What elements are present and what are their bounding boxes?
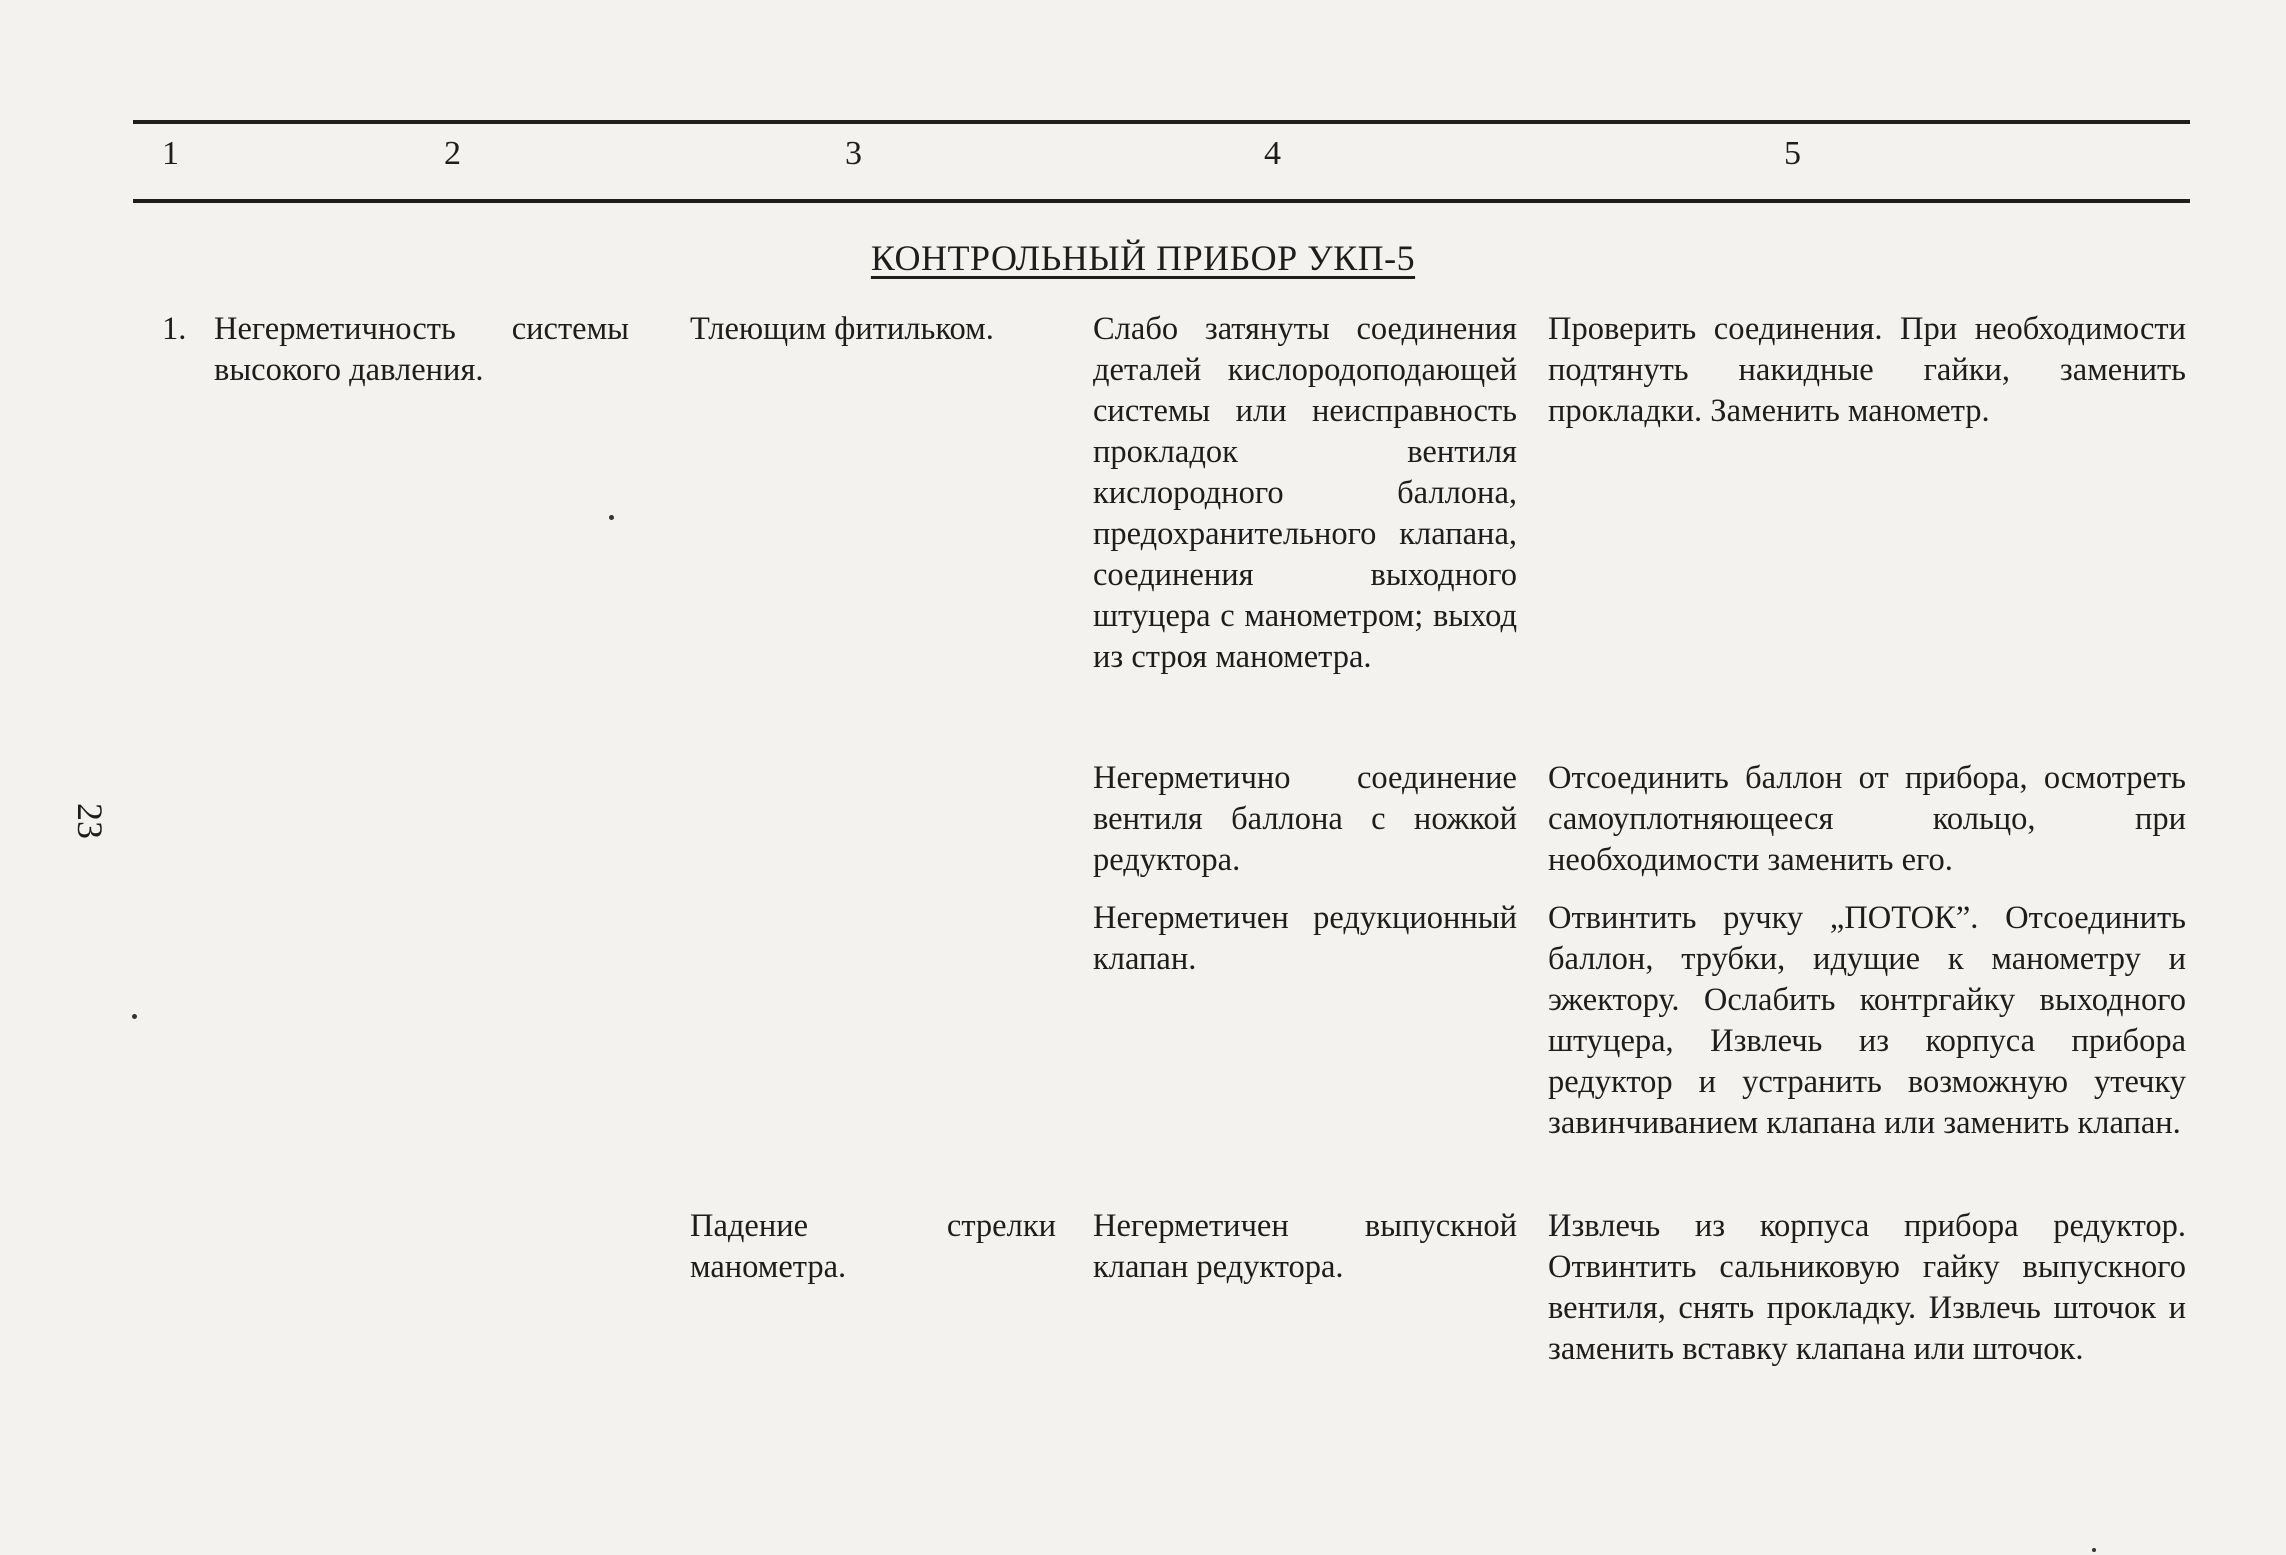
column-number-1: 1	[162, 135, 179, 172]
column-number-3: 3	[845, 135, 862, 172]
detection-cell: Падение стрелки манометра.	[690, 1208, 1056, 1285]
row-number: 1.	[162, 311, 187, 347]
scan-speck	[2092, 1548, 2096, 1552]
column-number-4: 4	[1264, 135, 1281, 172]
remedy-cell: Проверить соединения. При необходимости подтянуть накидные гайки, заменить прокладки. Заменить манометр.	[1548, 311, 2186, 429]
scan-speck	[132, 1014, 137, 1019]
cause-cell: Негерметичен редукционный клапан.	[1093, 900, 1517, 977]
remedy-cell: Отсоединить баллон от прибора, осмотреть самоуплотняющееся кольцо, при необходимости заменить его.	[1548, 760, 2186, 878]
column-number-2: 2	[444, 135, 461, 172]
remedy-cell: Извлечь из корпуса прибора редуктор. Отвинтить сальниковую гайку выпускного вентиля, снять прокладку. Извлечь шточок и заменить вставку клапана или шточок.	[1548, 1208, 2186, 1367]
remedy-cell: Отвинтить ручку „ПОТОК”. Отсоединить баллон, трубки, идущие к манометру и эжектору. Ослабить контргайку выходного штуцера, Извлечь из корпуса прибора редуктор и устранить возможную утечку завинчиванием клапана или заменить клапан.	[1548, 900, 2186, 1141]
table-header-rule	[133, 199, 2190, 203]
page-number: 23	[70, 803, 110, 839]
column-number-5: 5	[1784, 135, 1801, 172]
cause-cell: Негерметичен выпускной клапан редуктора.	[1093, 1208, 1517, 1285]
cause-cell: Слабо затянуты соединения деталей кислородоподающей системы или неисправность прокладок вентиля кислородного баллона, предохранительного клапана, соединения выходного штуцера с манометром; выход из строя манометра.	[1093, 311, 1517, 675]
cause-cell: Негерметично соединение вентиля баллона с ножкой редуктора.	[1093, 760, 1517, 878]
section-title: КОНТРОЛЬНЫЙ ПРИБОР УКП-5	[870, 238, 1416, 278]
scan-speck	[609, 515, 614, 520]
table-top-rule	[133, 120, 2190, 124]
fault-cell: Негерметичность системы высокого давления.	[214, 311, 629, 388]
detection-cell: Тлеющим фитильком.	[690, 311, 994, 347]
